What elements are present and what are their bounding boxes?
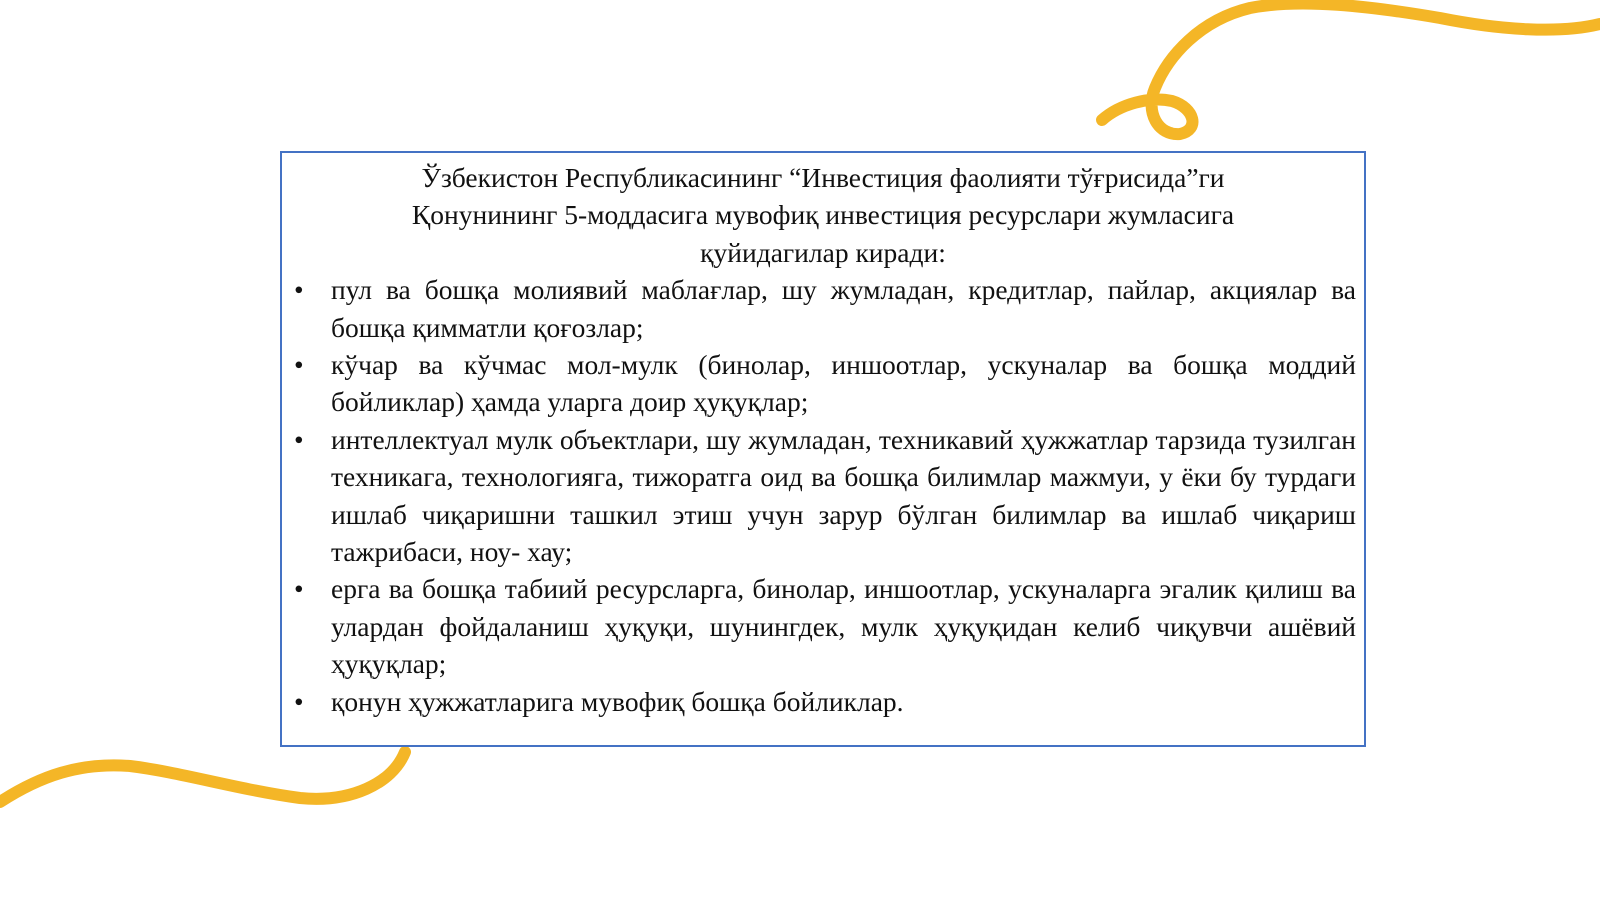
list-item (290, 271, 1356, 346)
list-item (290, 346, 1356, 421)
bottom-wave-ribbon-icon (0, 752, 405, 802)
list-item-text: ерга ва бошқа табиий ресурсларга, бинолар, иншоотлар, ускуналарга эгалик қилиш ва улардан фойдаланиш ҳуқуқи, шунингдек, мулк ҳуқуқидан келиб чиқувчи ашёвий ҳуқуқлар; (331, 573, 1356, 680)
bullet-icon: • (294, 423, 304, 455)
content-frame (280, 151, 1366, 747)
slide-heading (290, 159, 1356, 271)
list-item-text: пул ва бошқа молиявий маблағлар, шу жумладан, кредитлар, пайлар, акциялар ва бошқа қимматли қоғозлар; (331, 274, 1356, 343)
list-item (290, 570, 1356, 682)
bullet-icon: • (294, 573, 304, 605)
list-item-text: интеллектуал мулк объектлари, шу жумладан, техникавий ҳужжатлар тарзида тузилган техникага, технологияга, тижоратга оид ва бошқа билимлар мажмуи, у ёки бу турдаги ишлаб чиқаришни ташкил этиш учун зарур бўлган билимлар ва ишлаб чиқариш тажрибаси, ноу- хау; (331, 423, 1356, 568)
bullet-icon: • (294, 274, 304, 306)
list-item-text: қонун ҳужжатларига мувофиқ бошқа бойликлар. (331, 685, 904, 717)
top-swirl-ribbon-icon (1102, 3, 1600, 134)
bullet-icon: • (294, 685, 304, 717)
list-item (290, 421, 1356, 571)
bullet-icon: • (294, 349, 304, 381)
list-item (290, 683, 1356, 720)
heading-line: Ўзбекистон Республикасининг “Инвестиция фаолияти тўғрисида”ги (421, 162, 1225, 193)
list-item-text: кўчар ва кўчмас мол-мулк (бинолар, иншоотлар, ускуналар ва бошқа моддий бойликлар) ҳамда уларга доир ҳуқуқлар; (331, 349, 1356, 418)
heading-line: қуйидагилар киради: (700, 236, 946, 268)
resource-list (290, 271, 1356, 720)
heading-line: Қонунининг 5-моддасига мувофиқ инвестиция ресурслари жумласига (411, 199, 1235, 231)
